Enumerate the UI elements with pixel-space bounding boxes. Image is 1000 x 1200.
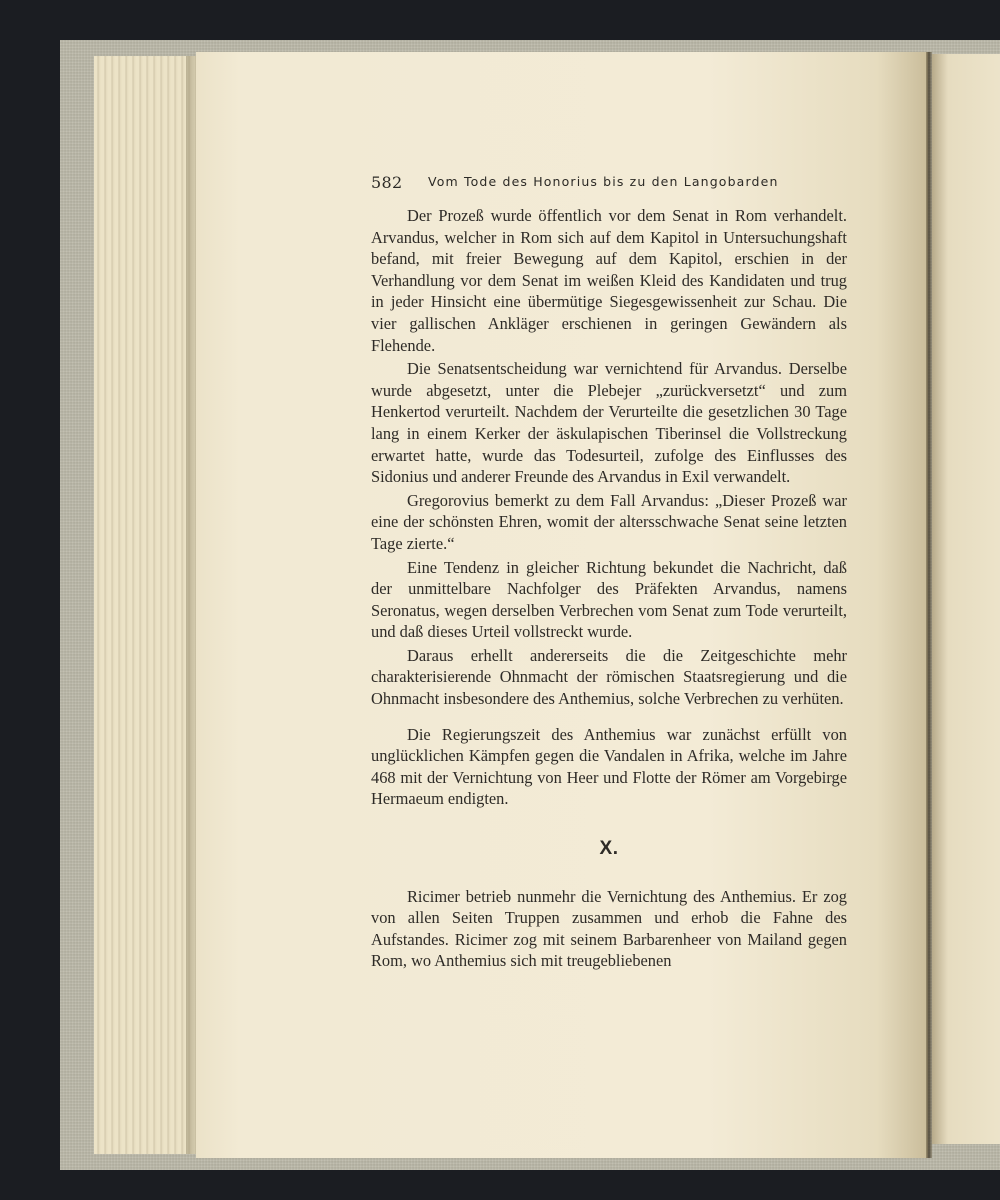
paragraph: Die Regierungszeit des Anthemius war zunächst erfüllt von unglücklichen Kämpfen gegen die Vandalen in Afrika, welche im Jahre 468 mit der Vernichtung von Heer und Flotte der Römer am Vorgebirge Hermaeum endigten. (371, 724, 847, 809)
paragraph: Ricimer betrieb nunmehr die Vernichtung des Anthemius. Er zog von allen Seiten Truppen zusammen und erhob die Fahne des Aufstandes. Ricimer zog mit seinem Barbarenheer von Mailand gegen Rom, wo Anthemius sich mit treugebliebenen (371, 886, 847, 971)
body-text (371, 205, 847, 972)
page-number: 582 (371, 173, 403, 192)
paragraph: Der Prozeß wurde öffentlich vor dem Senat in Rom verhandelt. Arvandus, welcher in Rom sich auf dem Kapitol in Untersuchungshaft befand, mit freier Bewegung auf dem Kapitol, erschien in der Verhandlung vor dem Senat im weißen Kleid des Kandidaten und trug in jeder Hinsicht eine übermütige Siegesgewissenheit zur Schau. Die vier gallischen Ankläger erschienen in geringen Gewändern als Flehende. (371, 206, 847, 355)
paragraph: Gregorovius bemerkt zu dem Fall Arvandus: „Dieser Prozeß war eine der schönsten Ehren, womit der altersschwache Senat seine letzten Tage zierte.“ (371, 490, 847, 553)
paragraph: Daraus erhellt andererseits die die Zeitgeschichte mehr charakterisierende Ohnmacht der römischen Staatsregierung und die Ohnmacht insbesondere des Anthemius, solche Verbrechen zu verhüten. (371, 645, 847, 709)
paragraph: Eine Tendenz in gleicher Richtung bekundet die Nachricht, daß der unmittelbare Nachfolger des Präfekten Arvandus, namens Seronatus, wegen derselben Verbrechen vom Senat zum Tode verurteilt, und daß dieses Urteil vollstreckt wurde. (371, 557, 847, 642)
facing-page-edge (932, 54, 1000, 1144)
book-gutter (926, 52, 932, 1158)
running-head (371, 173, 851, 195)
paragraph: Die Senatsentscheidung war vernichtend für Arvandus. Derselbe wurde abgesetzt, unter die Plebejer „zurückversetzt“ und zum Henkertod verurteilt. Nachdem der Verurteilte die gesetzlichen 30 Tage lang in einem Kerker der äskulapischen Tiberinsel die Vollstreckung erwartet hatte, wurde das Todesurteil, zufolge des Einflusses des Sidonius und anderer Freunde des Arvandus in Exil verwandelt. (371, 359, 847, 487)
section-heading: X. (599, 838, 619, 860)
running-title: Vom Tode des Honorius bis zu den Langobarden (428, 174, 779, 189)
